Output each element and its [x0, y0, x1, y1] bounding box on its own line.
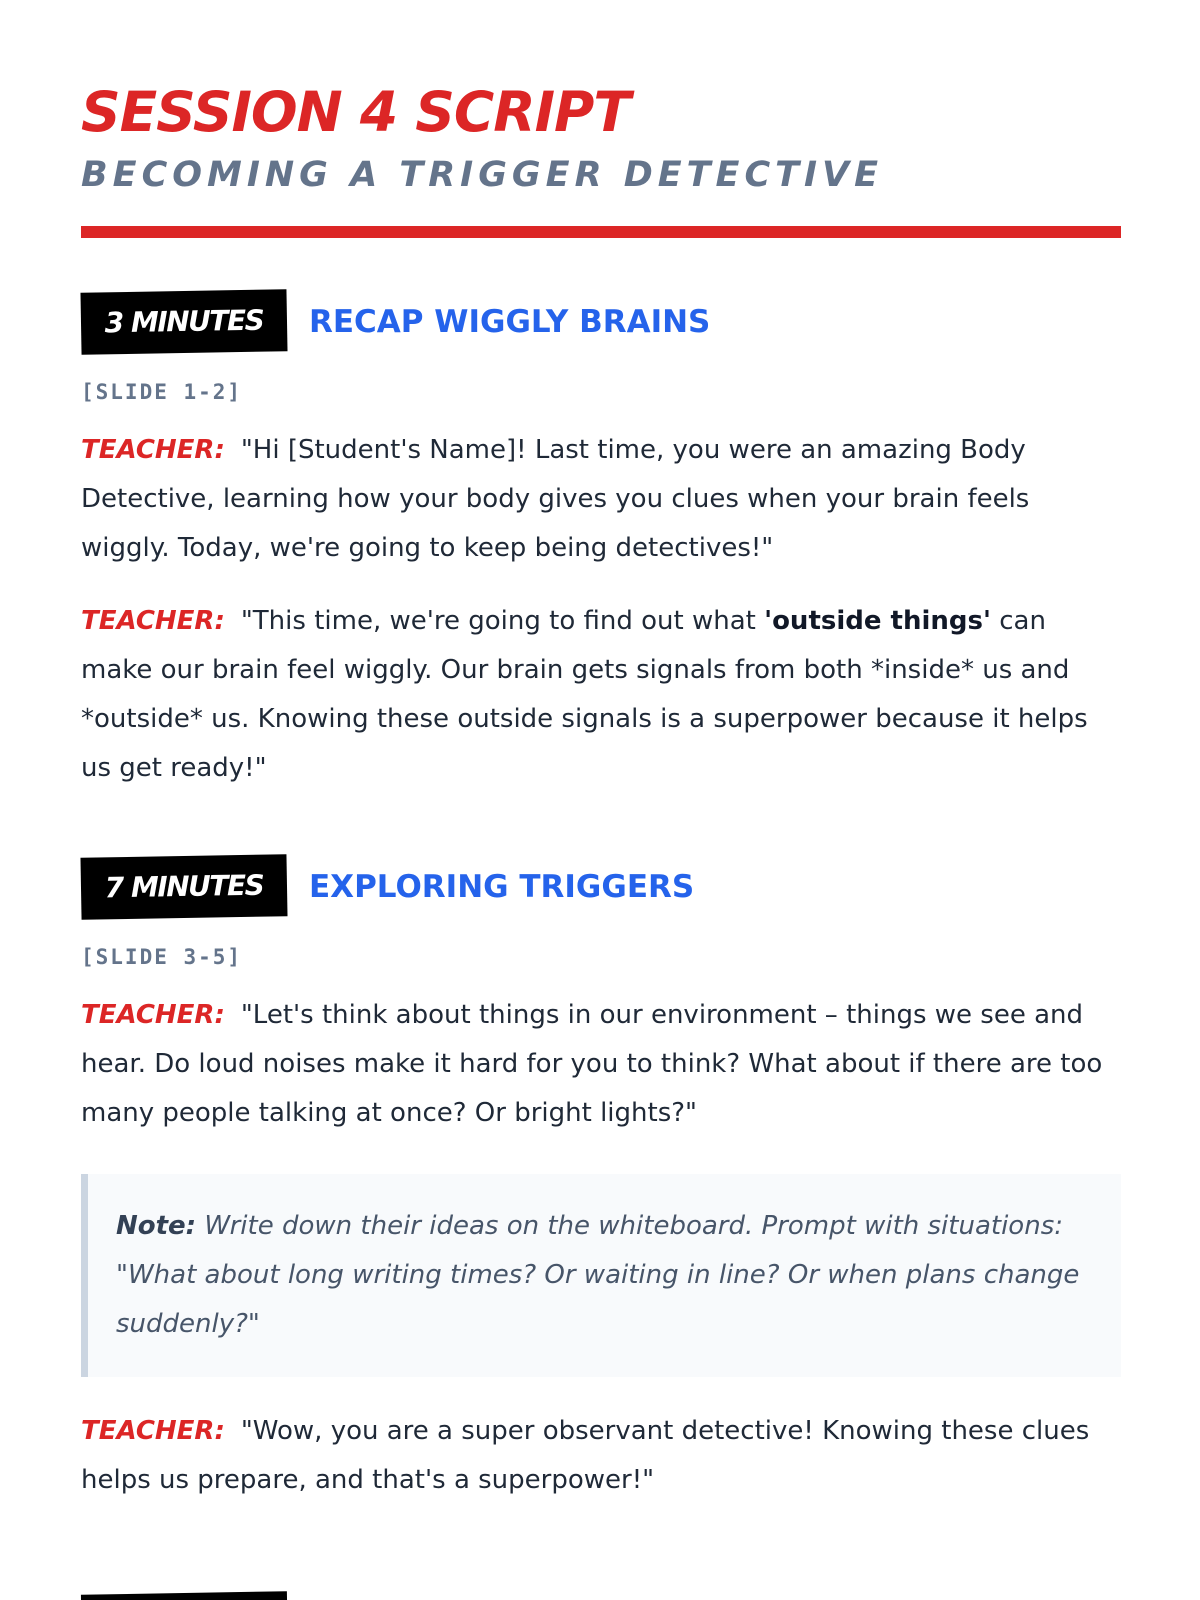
teacher-line	[81, 991, 1121, 1138]
section-title: EXPLORING TRIGGERS	[309, 869, 695, 905]
teacher-note	[81, 1174, 1121, 1377]
teacher-line	[81, 426, 1121, 573]
section-header-triggers	[81, 855, 1108, 919]
teacher-line	[81, 1407, 1121, 1505]
line-text: "This time, we're going to find out what	[240, 606, 765, 636]
line-text: "Let's think about things in our environment – things we see and hear. Do loud noises make it hard for you to think? What about if there are too many people talking at once? Or bright lights?"	[81, 1000, 1103, 1128]
next-duration-badge	[81, 1591, 287, 1600]
line-text: "Wow, you are a super observant detective! Knowing these clues helps us prepare, and that's a superpower!"	[81, 1416, 1090, 1495]
page-subtitle: BECOMING A TRIGGER DETECTIVE	[81, 155, 884, 195]
title-divider	[81, 226, 1121, 238]
speaker-label: TEACHER:	[81, 606, 225, 636]
note-label: Note:	[116, 1211, 197, 1241]
speaker-label: TEACHER:	[81, 1416, 225, 1446]
line-text: can make our brain feel wiggly. Our brain gets signals from both *inside* us and *outside* us. Knowing these outside signals is a superpower because it helps us get ready!"	[81, 606, 1088, 783]
slide-reference: [SLIDE 3-5]	[81, 945, 243, 969]
page-title: SESSION 4 SCRIPT	[81, 80, 630, 144]
emphasis-text: 'outside things'	[764, 606, 991, 636]
section-header-recap	[81, 290, 1108, 354]
speaker-label: TEACHER:	[81, 435, 225, 465]
duration-badge: 3 MINUTES	[80, 289, 287, 355]
teacher-line	[81, 597, 1121, 793]
slide-reference: [SLIDE 1-2]	[81, 380, 243, 404]
duration-badge: 7 MINUTES	[80, 854, 287, 920]
line-text: "Hi [Student's Name]! Last time, you were an amazing Body Detective, learning how your body gives you clues when your brain feels wiggly. Today, we're going to keep being detectives!"	[81, 435, 1030, 563]
note-text: Write down their ideas on the whiteboard. Prompt with situations: "What about long writing times? Or waiting in line? Or when plans change suddenly?"	[116, 1211, 1080, 1339]
speaker-label: TEACHER:	[81, 1000, 225, 1030]
section-title: RECAP WIGGLY BRAINS	[309, 304, 711, 340]
